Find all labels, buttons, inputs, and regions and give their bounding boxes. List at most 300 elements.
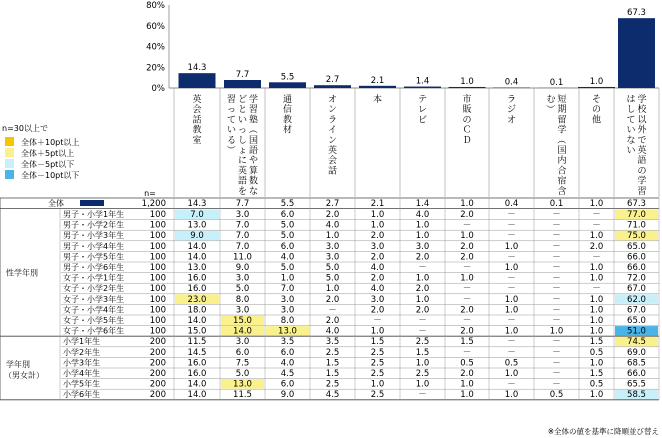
table-cell: －: [507, 273, 516, 284]
category-label-char: い: [226, 125, 237, 136]
table-cell: 1.0: [589, 273, 604, 284]
category-label-char: 習: [248, 105, 259, 116]
table-cell: 16.0: [187, 369, 207, 379]
table-cell: －: [552, 252, 561, 263]
table-cell: －: [552, 284, 561, 295]
table-cell: 1.0: [280, 273, 295, 284]
table-cell: 1.0: [589, 294, 604, 305]
category-label-char: 会: [192, 105, 202, 116]
bar-value-label: 2.7: [325, 75, 340, 86]
category-label-char: 習: [637, 186, 647, 197]
table-cell: 68.5: [627, 358, 646, 369]
table-cell: 1.5: [589, 337, 604, 348]
category-label-char: 学: [557, 125, 567, 136]
row-label: 女子・小学4年生: [63, 305, 125, 315]
row-n: 100: [149, 252, 166, 263]
table-cell: 1.0: [415, 379, 430, 390]
bar: [179, 73, 216, 88]
category-label-char: し: [626, 105, 636, 116]
table-cell: 2.0: [460, 369, 474, 379]
category-label-char: 学: [248, 95, 259, 105]
category-label-char: 短: [557, 95, 567, 105]
table-cell: 7.5: [235, 358, 250, 369]
n-header: n=: [144, 189, 156, 198]
table-cell: 4.0: [325, 220, 340, 231]
category-label-char: 会: [327, 156, 338, 167]
table-cell: 4.0: [325, 326, 340, 337]
row-label: 男子・小学1年生: [63, 210, 125, 219]
table-cell: 3.0: [235, 273, 250, 284]
table-cell: 58.5: [627, 390, 646, 401]
category-label-char: ど: [237, 95, 248, 105]
table-cell: －: [462, 263, 472, 273]
legend-swatch: [5, 148, 14, 157]
row-n: 100: [149, 316, 166, 326]
legend-label: 全体＋10pt以上: [21, 138, 80, 147]
category-label-char: （: [555, 134, 566, 145]
y-tick-label: 60%: [146, 21, 165, 32]
category-label-char: 話: [192, 115, 202, 126]
category-label-char: 室: [192, 135, 202, 146]
table-cell: 4.0: [370, 284, 385, 295]
category-label-char: 国: [248, 135, 259, 146]
y-tick-label: 80%: [146, 1, 165, 11]
table-cell: 3.0: [370, 241, 385, 252]
row-label: 男子・小学3年生: [63, 231, 125, 241]
table-cell: 1.0: [415, 358, 430, 369]
table-cell: 2.0: [460, 241, 474, 252]
table-cell: －: [418, 326, 427, 337]
table-cell: 4.0: [415, 210, 430, 220]
category-label-char: い: [626, 125, 636, 136]
table-cell: －: [592, 284, 601, 295]
bar-value-label: 1.0: [589, 76, 604, 87]
table-cell: 15.0: [187, 326, 207, 337]
table-cell: 5.0: [280, 263, 295, 273]
table-cell: －: [507, 210, 516, 220]
table-cell: 2.0: [460, 326, 474, 337]
row-label: 女子・小学3年生: [63, 294, 125, 304]
category-label-char: ）: [225, 145, 236, 155]
table-cell: 14.0: [187, 252, 207, 263]
table-cell: 65.0: [627, 316, 646, 326]
table-cell: 2.0: [460, 210, 474, 220]
table-cell: 3.5: [280, 337, 295, 348]
table-cell: 1.0: [504, 263, 519, 273]
category-label-char: 学: [637, 95, 647, 105]
category-label-char: オ: [327, 95, 338, 105]
row-label: 小学1年生: [63, 337, 101, 347]
table-cell: 5.0: [325, 273, 340, 284]
category-label-char: 合: [557, 166, 567, 177]
table-cell: 1.0: [589, 390, 604, 401]
table-cell: 1.0: [504, 326, 519, 337]
table-cell: 1.0: [504, 241, 519, 252]
category-label-char: る: [226, 135, 237, 146]
table-cell: 7.0: [190, 210, 204, 220]
table-cell: 3.0: [415, 241, 430, 252]
table-cell: 3.0: [235, 337, 250, 348]
table-cell: 7.0: [280, 284, 295, 295]
row-label: 男子・小学6年生: [63, 263, 125, 272]
table-cell: 1.0: [460, 199, 474, 209]
table-cell: 1.0: [589, 358, 604, 369]
row-n: 100: [149, 210, 166, 220]
category-label-char: ン: [327, 135, 338, 146]
table-cell: 1.5: [370, 337, 385, 348]
table-cell: 9.0: [190, 231, 204, 242]
table-cell: 2.5: [415, 337, 430, 348]
row-label: 女子・小学5年生: [63, 316, 125, 325]
category-label-char: で: [637, 135, 647, 146]
row-n: 200: [149, 369, 166, 379]
category-label-char: 教: [192, 125, 202, 136]
table-cell: 67.0: [627, 305, 646, 316]
table-cell: 3.0: [280, 305, 295, 316]
total-label: 全体: [48, 199, 64, 208]
category-label-char: と: [237, 105, 248, 116]
category-label-char: の: [462, 115, 472, 126]
table-cell: －: [552, 263, 561, 273]
bar: [224, 80, 261, 88]
table-cell: 1.0: [589, 316, 604, 326]
category-label-char: 語: [637, 156, 647, 167]
table-cell: 1.0: [460, 379, 474, 390]
table-cell: －: [462, 347, 472, 358]
bar: [578, 87, 615, 88]
group-label: （男女計）: [4, 371, 44, 380]
table-cell: 2.0: [370, 231, 385, 242]
total-marker: [80, 200, 104, 206]
category-label-char: 数: [248, 176, 259, 187]
category-label-char: て: [226, 115, 237, 126]
table-cell: 2.0: [460, 305, 474, 316]
table-cell: 1.5: [325, 369, 340, 379]
table-cell: 2.0: [415, 284, 430, 295]
category-label-char: 語: [237, 176, 248, 187]
row-n: 200: [149, 358, 166, 369]
table-cell: 2.5: [415, 369, 430, 379]
category-label-char: の: [591, 105, 602, 116]
category-label-char: 習: [226, 95, 237, 105]
table-cell: 1.0: [415, 220, 430, 231]
category-label-char: て: [626, 115, 636, 126]
table-cell: 4.0: [280, 252, 295, 263]
bar-value-label: 67.3: [627, 8, 646, 19]
table-cell: 23.0: [187, 294, 207, 305]
table-cell: 11.5: [187, 337, 207, 348]
bar: [618, 18, 655, 88]
table-cell: 4.5: [325, 390, 340, 401]
table-cell: －: [462, 316, 472, 326]
table-cell: 5.0: [235, 284, 250, 295]
table-cell: 1.5: [415, 347, 430, 358]
table-cell: －: [552, 241, 561, 252]
table-cell: －: [552, 337, 561, 348]
table-cell: 65.5: [627, 379, 646, 390]
table-cell: 5.0: [325, 263, 340, 273]
table-cell: 67.0: [627, 284, 646, 295]
table-cell: 11.5: [233, 390, 252, 401]
table-cell: －: [552, 379, 561, 390]
category-label-char: 宿: [557, 176, 567, 187]
row-n: 200: [149, 379, 166, 390]
table-cell: －: [418, 263, 427, 273]
table-cell: 18.0: [187, 305, 207, 316]
table-cell: －: [507, 220, 516, 231]
category-label-char: 材: [282, 125, 293, 136]
table-cell: 62.0: [627, 294, 646, 305]
table-cell: －: [552, 369, 561, 379]
table-cell: －: [507, 347, 516, 358]
table-cell: 1.0: [589, 199, 604, 209]
table-cell: 14.0: [187, 316, 207, 326]
table-cell: 1.0: [460, 390, 474, 401]
table-cell: 3.0: [235, 210, 250, 220]
table-cell: 7.7: [235, 199, 250, 209]
bar-value-label: 1.0: [460, 76, 474, 87]
table-cell: 0.5: [589, 379, 604, 390]
table-cell: 14.0: [187, 379, 207, 390]
table-cell: －: [328, 305, 337, 316]
category-label-char: い: [237, 115, 248, 126]
bar-value-label: 2.1: [370, 75, 385, 86]
footnote: ※全体の値を基準に降順並び替え: [547, 427, 659, 436]
table-cell: 13.0: [233, 379, 252, 390]
category-label-char: 塾: [248, 115, 259, 126]
table-cell: －: [418, 390, 427, 401]
table-cell: 0.1: [549, 199, 564, 209]
category-label-char: ）: [544, 104, 555, 114]
table-cell: －: [418, 316, 427, 326]
category-label-char: む: [546, 95, 556, 105]
table-cell: 6.0: [280, 241, 295, 252]
table-cell: 71.0: [627, 220, 646, 231]
table-cell: 6.0: [280, 210, 295, 220]
row-label: 小学2年生: [63, 347, 101, 357]
table-cell: 2.0: [325, 210, 340, 220]
table-cell: 2.5: [370, 369, 385, 379]
row-n: 100: [149, 284, 166, 295]
table-cell: 2.5: [325, 379, 340, 390]
table-cell: 1.5: [589, 369, 604, 379]
table-cell: 3.0: [370, 294, 385, 305]
table-cell: －: [507, 379, 516, 390]
row-label: 小学4年生: [63, 369, 101, 378]
legend-swatch: [5, 170, 14, 179]
row-n: 100: [149, 231, 166, 242]
row-label: 女子・小学2年生: [63, 284, 125, 294]
table-cell: 6.0: [280, 379, 295, 390]
table-cell: 0.4: [504, 199, 519, 209]
table-cell: 2.5: [370, 390, 385, 401]
row-n: 200: [149, 337, 166, 348]
table-cell: 9.0: [235, 263, 250, 273]
row-label: 女子・小学1年生: [63, 273, 125, 283]
category-label-char: 内: [557, 156, 567, 167]
category-label-char: ジ: [506, 105, 517, 116]
table-cell: 13.0: [187, 220, 207, 231]
category-label-char: 他: [591, 115, 602, 126]
table-cell: 5.0: [280, 231, 295, 242]
table-cell: 1.0: [325, 284, 340, 295]
category-label-char: な: [248, 186, 259, 197]
category-label-char: ょ: [237, 146, 248, 156]
category-label-char: 英: [637, 146, 647, 156]
table-cell: －: [552, 294, 561, 305]
row-n: 100: [149, 326, 166, 337]
table-cell: 1.0: [370, 379, 385, 390]
category-label-char: 話: [327, 166, 338, 177]
category-label-char: 外: [637, 125, 647, 136]
table-cell: 2.0: [325, 294, 340, 305]
table-cell: 1.5: [325, 358, 340, 369]
table-cell: 15.0: [233, 316, 252, 326]
legend-label: 全体－10pt以下: [21, 171, 80, 180]
table-cell: 1.0: [504, 294, 519, 305]
table-cell: 1.0: [504, 305, 519, 316]
category-label-char: 期: [557, 105, 567, 116]
table-cell: 2.1: [370, 199, 385, 209]
row-n: 100: [149, 273, 166, 284]
table-cell: 8.0: [280, 316, 295, 326]
table-cell: 2.5: [370, 358, 385, 369]
group-label: 学年別: [6, 360, 30, 369]
table-cell: 14.3: [187, 199, 207, 209]
table-cell: －: [552, 231, 561, 242]
category-label-char: 通: [282, 95, 293, 105]
category-label-char: し: [237, 135, 248, 146]
table-cell: 16.0: [187, 284, 207, 295]
table-cell: 74.5: [627, 337, 646, 348]
table-cell: 2.7: [325, 199, 340, 209]
table-cell: －: [552, 210, 561, 220]
table-cell: 3.0: [280, 294, 295, 305]
table-cell: 75.0: [627, 231, 646, 242]
y-tick-label: 40%: [146, 42, 165, 53]
category-label-char: 英: [192, 95, 202, 105]
table-cell: 13.0: [187, 263, 207, 273]
category-label-char: 算: [248, 166, 259, 177]
table-cell: 2.0: [370, 252, 385, 263]
category-label-char: な: [626, 135, 636, 146]
table-cell: 13.0: [278, 326, 297, 337]
category-label-char: オ: [506, 115, 517, 126]
row-label: 男子・小学2年生: [63, 220, 125, 230]
table-cell: 1.0: [460, 231, 474, 242]
category-label-char: イ: [327, 125, 338, 136]
table-cell: 66.0: [627, 263, 646, 273]
row-n: 1,200: [141, 199, 166, 209]
table-cell: 2.0: [460, 252, 474, 263]
category-label-char: テ: [417, 95, 428, 105]
row-n: 100: [149, 305, 166, 316]
category-label-char: は: [626, 95, 636, 105]
table-cell: －: [462, 294, 472, 305]
table-cell: －: [592, 220, 601, 231]
table-cell: 1.4: [415, 199, 430, 209]
table-cell: 1.0: [370, 220, 385, 231]
bar: [404, 87, 441, 88]
category-label-char: 含: [557, 186, 567, 197]
row-label: 小学3年生: [63, 358, 101, 368]
legend-label: 全体＋5pt以上: [21, 149, 75, 158]
category-label-char: ン: [327, 105, 338, 116]
table-cell: －: [552, 358, 561, 369]
table-cell: 67.3: [627, 199, 646, 209]
table-cell: 66.0: [627, 369, 646, 379]
category-label-char: い: [626, 146, 636, 156]
y-tick-label: 20%: [146, 63, 165, 74]
bar-value-label: 5.5: [280, 72, 295, 83]
table-cell: 1.0: [325, 231, 340, 242]
table-cell: 7.0: [235, 220, 250, 231]
category-label-char: 学: [637, 176, 647, 187]
row-label: 小学5年生: [63, 379, 101, 389]
table-cell: 1.0: [370, 326, 385, 337]
bar: [314, 85, 351, 88]
row-n: 100: [149, 294, 166, 305]
row-label: 小学6年生: [63, 390, 101, 400]
table-cell: －: [462, 220, 472, 231]
table-cell: 2.0: [370, 273, 385, 284]
legend-label: 全体－5pt以下: [21, 160, 75, 169]
table-cell: －: [552, 273, 561, 284]
table-cell: 1.0: [460, 273, 474, 284]
row-label: 女子・小学6年生: [63, 326, 125, 336]
table-cell: 14.5: [187, 347, 207, 358]
table-cell: 4.0: [370, 263, 385, 273]
table-cell: 2.5: [370, 347, 385, 358]
legend-title: n=30以上で: [2, 124, 48, 133]
table-cell: 2.0: [415, 305, 430, 316]
table-cell: 1.0: [589, 305, 604, 316]
table-cell: 51.0: [627, 326, 646, 337]
category-label-char: 市: [462, 95, 472, 105]
table-cell: 77.0: [627, 210, 646, 220]
table-cell: 3.5: [325, 337, 340, 348]
bar-value-label: 0.4: [504, 77, 519, 88]
table-cell: 14.0: [187, 390, 207, 401]
category-label-char: 販: [462, 105, 472, 116]
table-cell: 1.0: [504, 369, 519, 379]
table-cell: －: [507, 337, 516, 348]
table-cell: 2.0: [325, 316, 340, 326]
table-cell: －: [373, 316, 382, 326]
table-cell: 1.0: [589, 263, 604, 273]
table-cell: 3.0: [325, 241, 340, 252]
table-cell: 7.0: [235, 231, 250, 242]
category-label-char: ビ: [417, 115, 428, 126]
table-cell: 1.0: [415, 273, 430, 284]
row-label: 男子・小学4年生: [63, 241, 125, 251]
table-cell: 66.0: [627, 252, 646, 263]
table-cell: 3.0: [325, 252, 340, 263]
table-cell: 72.0: [627, 273, 646, 284]
category-label-char: っ: [226, 105, 237, 116]
table-cell: 1.0: [549, 326, 564, 337]
table-cell: 6.0: [280, 347, 295, 358]
y-tick-label: 0%: [151, 84, 165, 94]
table-cell: 0.5: [504, 358, 519, 369]
category-label-char: を: [237, 186, 248, 197]
table-cell: 69.0: [627, 347, 646, 358]
category-label-char: 校: [637, 105, 647, 116]
table-cell: 2.0: [370, 305, 385, 316]
table-cell: －: [552, 305, 561, 316]
table-cell: －: [507, 284, 516, 295]
category-label-char: Ｃ: [462, 125, 472, 136]
